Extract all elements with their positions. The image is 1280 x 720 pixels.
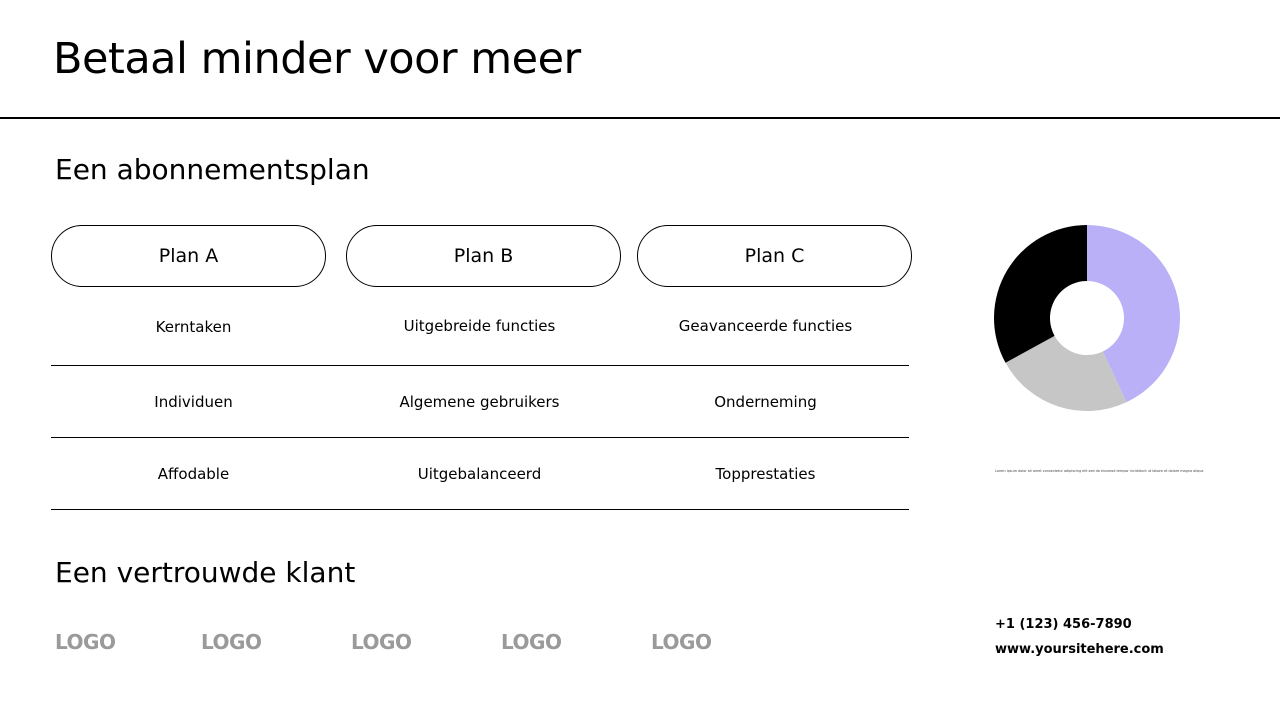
plan-a-feature-cell: Kerntaken	[155, 318, 232, 336]
client-logo: LOGO	[651, 630, 712, 654]
header-divider	[0, 117, 1280, 119]
table-row-divider	[51, 437, 909, 438]
contact-phone: +1 (123) 456-7890	[995, 617, 1132, 632]
plan-a-value-cell: Affodable	[157, 465, 230, 483]
plan-c-value-cell: Topprestaties	[715, 465, 816, 483]
plan-b-feature-cell: Uitgebreide functies	[403, 317, 556, 335]
plan-c-button[interactable]: Plan C	[637, 225, 912, 287]
plan-b-button[interactable]: Plan B	[346, 225, 621, 287]
plan-c-feature-cell: Geavanceerde functies	[678, 317, 853, 335]
donut-slice-3	[994, 225, 1087, 363]
plan-b-audience-cell: Algemene gebruikers	[399, 393, 560, 411]
table-row-divider	[51, 509, 909, 510]
client-logo: LOGO	[55, 630, 116, 654]
plans-heading: Een abonnementsplan	[55, 153, 370, 186]
plan-b-value-cell: Uitgebalanceerd	[417, 465, 542, 483]
table-row-divider	[51, 365, 909, 366]
clients-heading: Een vertrouwde klant	[55, 556, 356, 589]
client-logo: LOGO	[351, 630, 412, 654]
plan-a-button[interactable]: Plan A	[51, 225, 326, 287]
client-logo: LOGO	[201, 630, 262, 654]
contact-website[interactable]: www.yoursitehere.com	[995, 642, 1164, 657]
plan-a-audience-cell: Individuen	[154, 393, 233, 411]
chart-caption: Lorem ipsum dolor sit amet consectetur adipiscing elit sed do eiusmod tempor incididunt ut labore et dolore magna aliqua	[995, 469, 1204, 473]
page-title: Betaal minder voor meer	[53, 34, 581, 84]
donut-chart	[990, 220, 1190, 420]
plan-c-audience-cell: Onderneming	[714, 393, 817, 411]
client-logo: LOGO	[501, 630, 562, 654]
